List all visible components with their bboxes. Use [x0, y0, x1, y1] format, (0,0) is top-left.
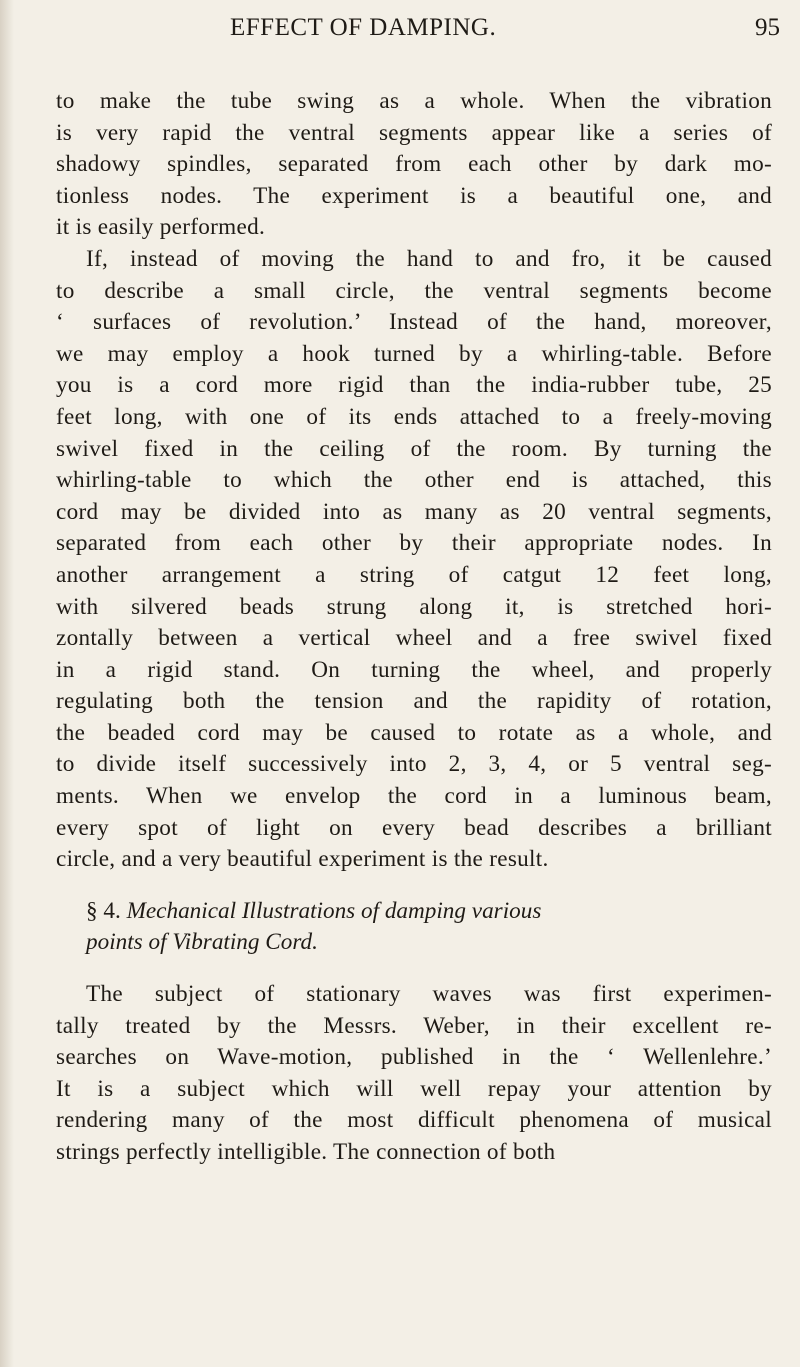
- text-line: another arrangement a string of catgut 12 feet long,: [56, 561, 772, 588]
- section-heading-line-1: [56, 896, 772, 928]
- text-line: ments. When we envelop the cord in a luminous beam,: [56, 783, 772, 810]
- text-line: shadowy spindles, separated from each other by dark mo-: [56, 151, 772, 178]
- paragraph-1: [56, 86, 772, 244]
- text-line: to describe a small circle, the ventral segments become: [56, 277, 772, 304]
- text-line: The subject of stationary waves was first experimen-: [86, 981, 772, 1008]
- text-line: ‘ surfaces of revolution.’ Instead of the hand, moreover,: [56, 309, 772, 336]
- body-text: [56, 86, 772, 1169]
- text-line: in a rigid stand. On turning the wheel, and properly: [56, 656, 772, 683]
- text-line: with silvered beads strung along it, is stretched hori-: [56, 593, 772, 620]
- text-line: tionless nodes. The experiment is a beautiful one, and: [56, 182, 772, 209]
- page-header: [60, 14, 780, 54]
- text-line: we may employ a hook turned by a whirling-table. Before: [56, 340, 772, 367]
- paragraph-2: [56, 244, 772, 876]
- text-line: searches on Wave-motion, published in the ‘ Wellenlehre.’: [56, 1044, 772, 1071]
- text-line: it is easily performed.: [56, 214, 266, 241]
- spacer: [56, 876, 772, 896]
- section-title-part-1: Mechanical Illustrations of damping various: [126, 897, 542, 924]
- page-number: 95: [755, 14, 780, 41]
- text-line: is very rapid the ventral segments appear like a series of: [56, 119, 772, 146]
- section-title-part-2: points of Vibrating Cord.: [86, 929, 318, 956]
- page-gutter-shadow: [0, 0, 14, 1367]
- text-line: rendering many of the most difficult phenomena of musical: [56, 1107, 772, 1134]
- text-line: tally treated by the Messrs. Weber, in their excellent re-: [56, 1012, 772, 1039]
- text-line: strings perfectly intelligible. The connection of both: [56, 1139, 556, 1165]
- running-title: EFFECT OF DAMPING.: [230, 14, 497, 41]
- text-line: feet long, with one of its ends attached to a freely-moving: [56, 403, 772, 430]
- text-line: zontally between a vertical wheel and a free swivel fixed: [56, 625, 772, 652]
- text-line: circle, and a very beautiful experiment is the result.: [56, 846, 549, 873]
- text-line: regulating both the tension and the rapidity of rotation,: [56, 688, 772, 715]
- text-line: It is a subject which will well repay your attention by: [56, 1075, 772, 1102]
- spacer: [56, 959, 772, 979]
- section-heading-line-2: [56, 927, 772, 959]
- text-line: swivel fixed in the ceiling of the room. By turning the: [56, 435, 772, 462]
- text-line: separated from each other by their appropriate nodes. In: [56, 530, 772, 557]
- text-line: the beaded cord may be caused to rotate as a whole, and: [56, 719, 772, 746]
- section-number: § 4.: [86, 897, 121, 924]
- text-line: whirling-table to which the other end is attached, this: [56, 467, 772, 494]
- text-line: cord may be divided into as many as 20 ventral segments,: [56, 498, 772, 525]
- text-line: you is a cord more rigid than the india-rubber tube, 25: [56, 372, 772, 399]
- paragraph-3: [56, 979, 772, 1169]
- section-heading: [56, 896, 772, 959]
- text-line: If, instead of moving the hand to and fro, it be caused: [86, 245, 772, 272]
- text-line: every spot of light on every bead describes a brilliant: [56, 814, 772, 841]
- text-line: to make the tube swing as a whole. When the vibration: [56, 88, 772, 114]
- text-line: to divide itself successively into 2, 3, 4, or 5 ventral seg-: [56, 751, 772, 778]
